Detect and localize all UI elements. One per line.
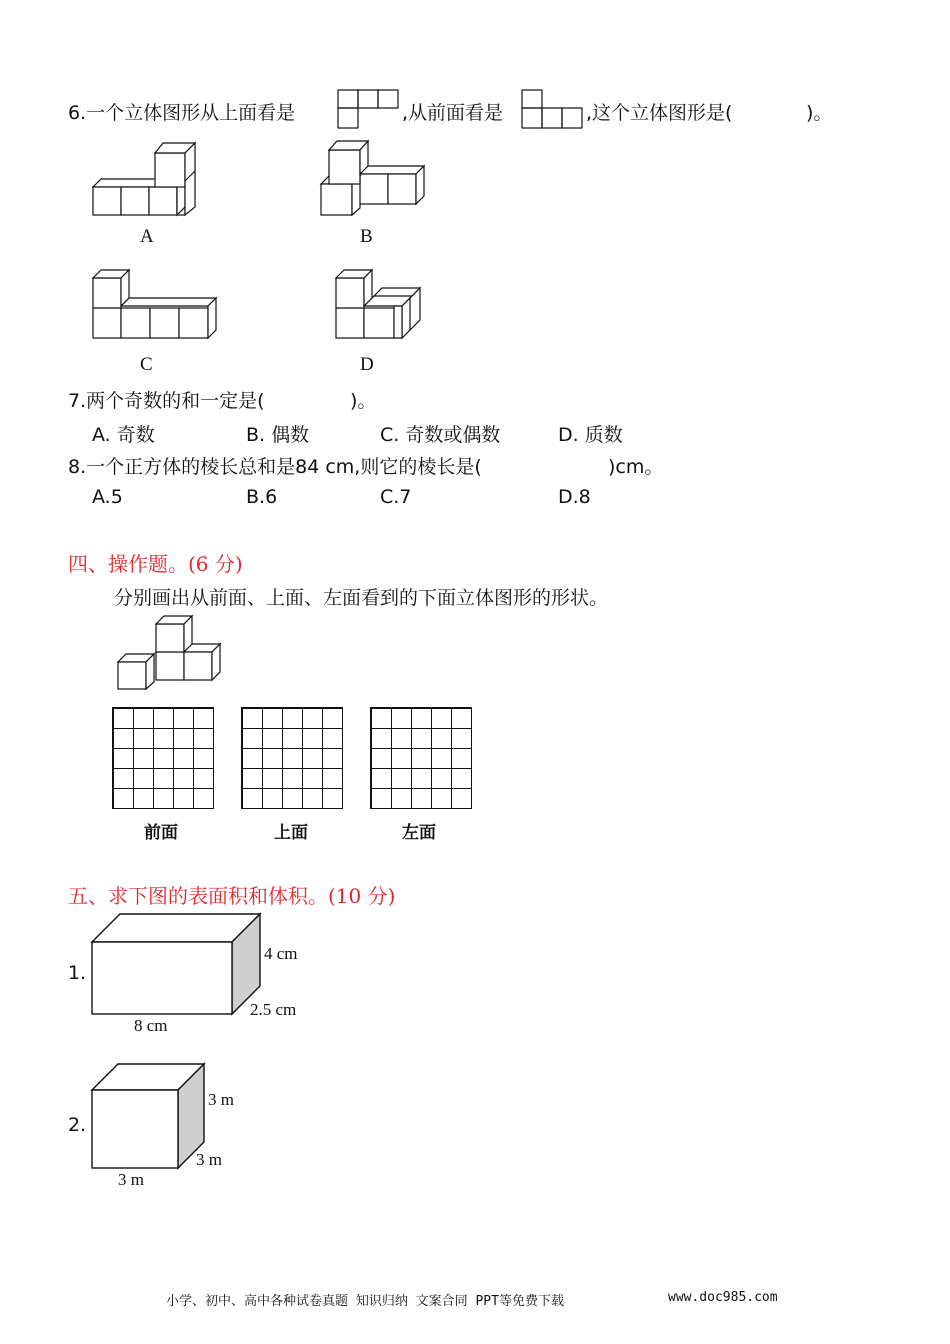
section-4-instruction: 分别画出从前面、上面、左面看到的下面立体图形的形状。 bbox=[114, 587, 609, 609]
fig1-depth-label: 2.5 cm bbox=[250, 1000, 297, 1019]
option-c-figure bbox=[92, 268, 222, 343]
question-6-line bbox=[68, 98, 295, 125]
option-a-label: A bbox=[140, 226, 154, 247]
q6-number: 6. bbox=[68, 102, 87, 124]
q7-option-d: D. 质数 bbox=[558, 424, 623, 446]
footer-text: 小学、初中、高中各种试卷真题 知识归纳 文案合同 PPT等免费下载 bbox=[166, 1294, 564, 1309]
question-7-end: )。 bbox=[350, 390, 377, 412]
fig2-length-label: 3 m bbox=[118, 1170, 144, 1189]
q6-text-2: ,从前面看是 bbox=[402, 102, 504, 124]
q8-option-c: C.7 bbox=[380, 486, 412, 508]
q8-option-a: A.5 bbox=[92, 486, 123, 508]
option-d-figure bbox=[334, 268, 429, 343]
top-view-grid[interactable] bbox=[241, 707, 343, 809]
top-view-label: 上面 bbox=[274, 823, 308, 843]
left-view-grid[interactable] bbox=[370, 707, 472, 809]
fig2-height-label: 3 m bbox=[208, 1090, 234, 1109]
left-view-label: 左面 bbox=[402, 823, 436, 843]
question-8-stem: 8.一个正方体的棱长总和是84 cm,则它的棱长是( bbox=[68, 456, 482, 478]
question-7-stem: 7.两个奇数的和一定是( bbox=[68, 390, 265, 412]
q7-option-a: A. 奇数 bbox=[92, 424, 155, 446]
q8-option-d: D.8 bbox=[558, 486, 591, 508]
fig1-height-label: 4 cm bbox=[264, 944, 298, 963]
footer-url[interactable]: www.doc985.com bbox=[668, 1290, 778, 1305]
option-d-label: D bbox=[360, 354, 374, 375]
option-c-label: C bbox=[140, 354, 153, 375]
q6-text-3: ,这个立体图形是( bbox=[586, 102, 733, 124]
fig2-depth-label: 3 m bbox=[196, 1150, 222, 1169]
section-5-title: 五、求下图的表面积和体积。(10 分) bbox=[68, 884, 396, 908]
fig1-length-label: 8 cm bbox=[134, 1016, 168, 1035]
q8-option-b: B.6 bbox=[246, 486, 278, 508]
q6-text-1: 一个立体图形从上面看是 bbox=[86, 102, 296, 124]
cube-figure-2 bbox=[90, 1062, 210, 1172]
front-view-label: 前面 bbox=[144, 823, 178, 843]
question-8-end: )cm。 bbox=[608, 456, 664, 478]
q7-option-c: C. 奇数或偶数 bbox=[380, 424, 501, 446]
section-4-solid-figure bbox=[116, 612, 224, 692]
top-view-icon bbox=[338, 88, 402, 130]
cuboid-figure-1 bbox=[90, 912, 262, 1018]
q7-option-b: B. 偶数 bbox=[246, 424, 310, 446]
front-view-icon bbox=[522, 88, 586, 130]
q6-text-4: )。 bbox=[806, 102, 833, 124]
fig1-number: 1. bbox=[68, 962, 87, 984]
section-4-title: 四、操作题。(6 分) bbox=[68, 552, 243, 576]
option-b-figure bbox=[318, 138, 428, 218]
fig2-number: 2. bbox=[68, 1114, 87, 1136]
option-a-figure bbox=[92, 140, 202, 220]
option-b-label: B bbox=[360, 226, 373, 247]
front-view-grid[interactable] bbox=[112, 707, 214, 809]
